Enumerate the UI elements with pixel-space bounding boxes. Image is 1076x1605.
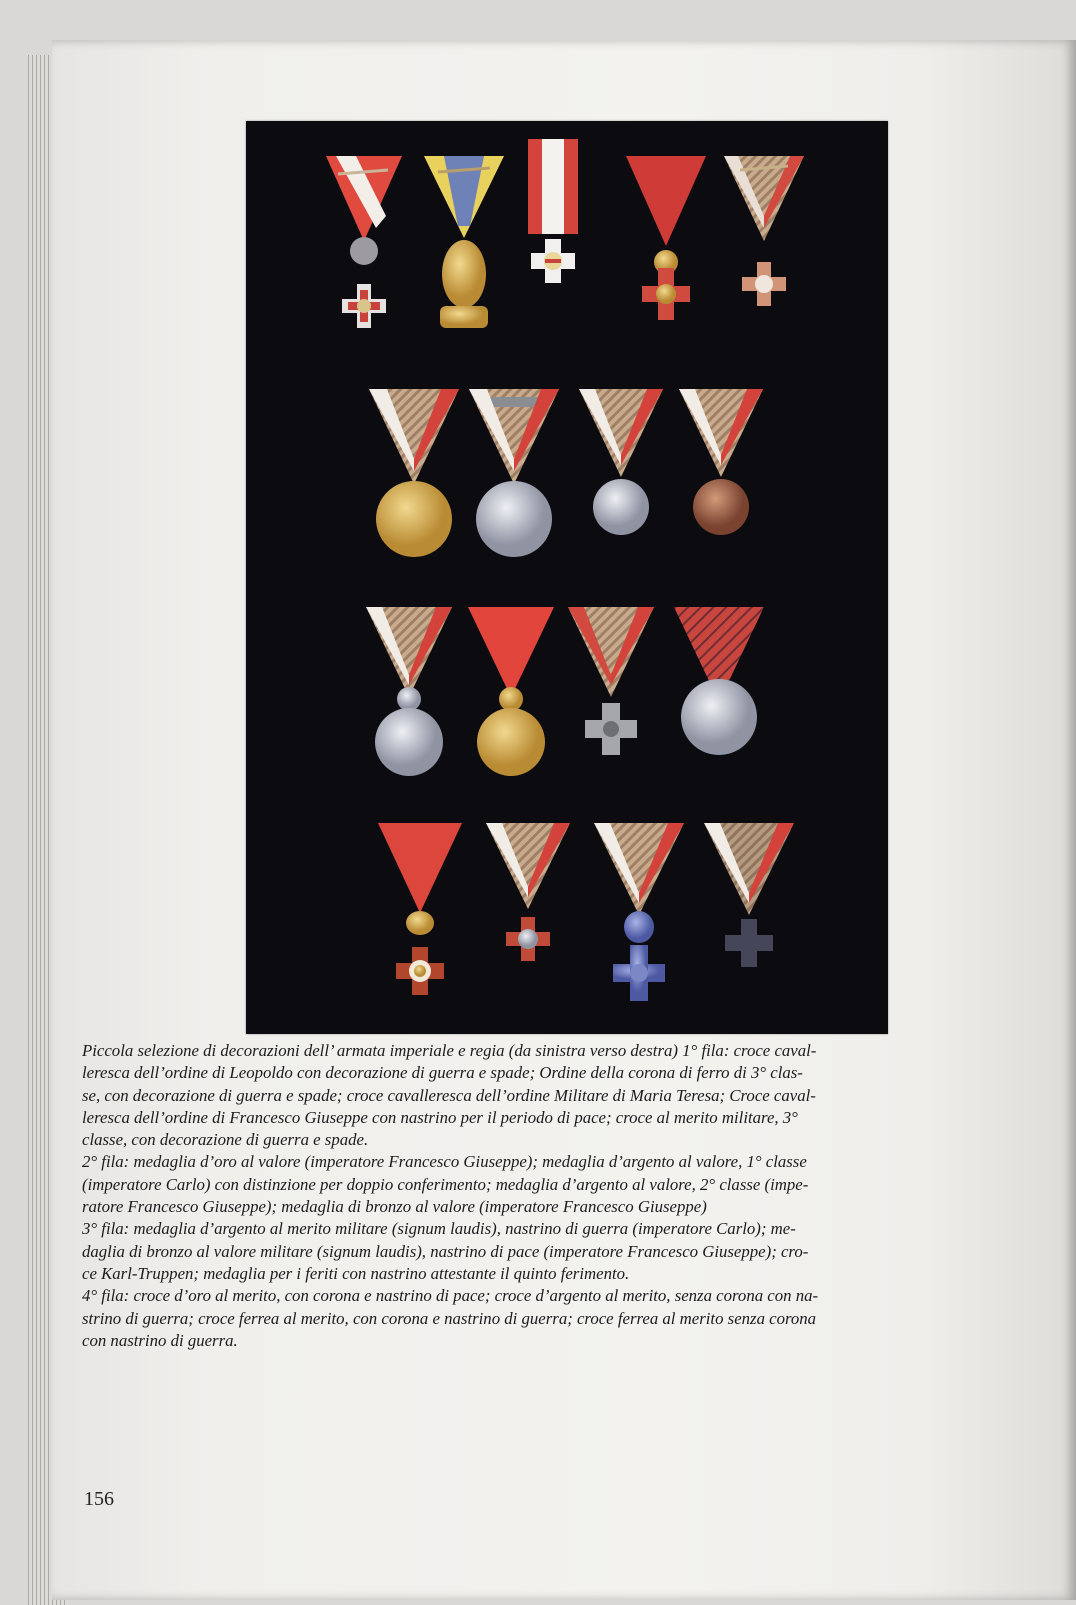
franz-joseph-order-cross [626, 156, 706, 320]
caption-line: Piccola selezione di decorazioni dell’ armata imperiale e regia (da sinistra verso destra) 1° fila: croce caval- [82, 1041, 817, 1060]
iron-crown-order [424, 156, 504, 328]
gold-bravery-medal [369, 389, 459, 557]
medal-row-2 [369, 389, 763, 557]
iron-merit-cross-with-crown [594, 823, 684, 1001]
medal-row-3 [366, 607, 764, 776]
medals-illustration [246, 121, 888, 1034]
caption-line: se, con decorazione di guerra e spade; croce cavalleresca dell’ordine Militare di Maria Teresa; Croce caval- [82, 1085, 816, 1105]
photo-caption [82, 1040, 1050, 1352]
caption-line: leresca dell’ordine di Francesco Giuseppe con nastrino per il periodo di pace; croce al merito militare, 3° [82, 1107, 798, 1127]
gold-merit-cross [378, 823, 462, 995]
signum-laudis-silver-medal [366, 607, 452, 776]
leopold-order-cross [326, 156, 402, 328]
silver-bravery-medal-2nd-class [579, 389, 663, 535]
medal-row-1 [326, 139, 804, 328]
signum-laudis-bronze-medal [468, 607, 554, 776]
caption-line: ce Karl-Truppen; medaglia per i feriti con nastrino attestante il quinto ferimento. [82, 1263, 630, 1283]
caption-line: 3° fila: medaglia d’argento al merito militare (signum laudis), nastrino di guerra (imperatore Carlo); me- [82, 1219, 796, 1239]
caption-line: ratore Francesco Giuseppe); medaglia di bronzo al valore (imperatore Francesco Giuseppe) [82, 1197, 707, 1217]
caption-line: 2° fila: medaglia d’oro al valore (imperatore Francesco Giuseppe); medaglia d’argento al valore, 1° classe [82, 1152, 807, 1172]
karl-troop-cross [568, 607, 654, 755]
medals-photograph [246, 121, 888, 1034]
iron-merit-cross-without-crown [704, 823, 794, 967]
maria-theresa-order-cross [528, 139, 578, 283]
page-number: 156 [84, 1488, 114, 1510]
caption-line: 4° fila: croce d’oro al merito, con corona e nastrino di pace; croce d’argento al merito, senza corona con na- [82, 1286, 819, 1306]
caption-line: con nastrino di guerra. [82, 1330, 238, 1350]
caption-line: leresca dell’ordine di Leopoldo con decorazione di guerra e spade; Ordine della corona di ferro di 3° clas- [82, 1063, 803, 1083]
silver-merit-cross [486, 823, 570, 961]
wound-medal [674, 607, 764, 755]
caption-line: daglia di bronzo al valore militare (signum laudis), nastrino di pace (imperatore Francesco Giuseppe); cro- [82, 1241, 809, 1261]
bronze-bravery-medal [679, 389, 763, 535]
caption-line: (imperatore Carlo) con distinzione per doppio conferimento; medaglia d’argento al valore, 2° classe (impe- [82, 1174, 809, 1194]
silver-bravery-medal-1st-class [469, 389, 559, 557]
military-merit-cross [724, 156, 804, 306]
medal-row-4 [378, 823, 794, 1001]
caption-line: classe, con decorazione di guerra e spade. [82, 1130, 369, 1150]
caption-line: strino di guerra; croce ferrea al merito, con corona e nastrino di guerra; croce ferrea al merito senza corona [82, 1308, 817, 1328]
